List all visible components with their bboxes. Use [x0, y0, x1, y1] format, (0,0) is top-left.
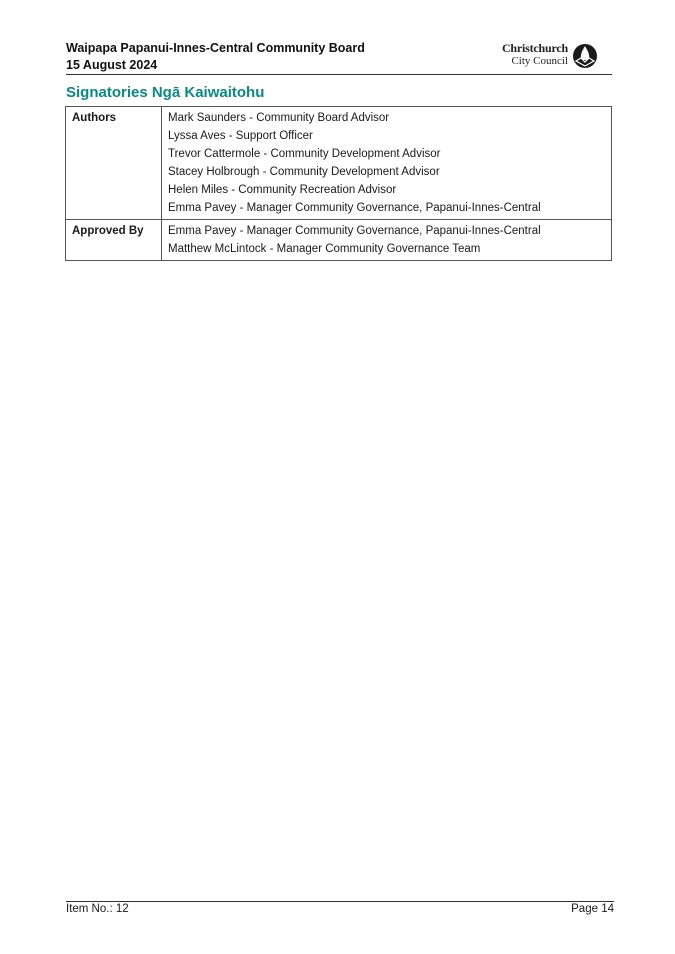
list-item: Emma Pavey - Manager Community Governance, Papanui-Innes-Central — [168, 225, 541, 237]
item-number: Item No.: 12 — [66, 903, 129, 915]
list-item: Lyssa Aves - Support Officer — [168, 130, 313, 142]
logo-line-2: City Council — [511, 55, 568, 67]
list-item: Emma Pavey - Manager Community Governance, Papanui-Innes-Central — [168, 202, 541, 214]
approved-cell — [162, 220, 612, 261]
list-item: Matthew McLintock - Manager Community Governance Team — [168, 243, 481, 255]
logo-line-1: Christchurch — [501, 41, 568, 55]
christchurch-city-council-logo-icon — [572, 43, 598, 69]
list-item: Stacey Holbrough - Community Development Advisor — [168, 166, 440, 178]
authors-label-cell — [66, 107, 162, 220]
section-title: Signatories Ngā Kaiwaitohu — [66, 84, 265, 101]
table-row-approved-by — [66, 220, 612, 261]
approved-label-cell — [66, 220, 162, 261]
authors-label: Authors — [72, 112, 117, 124]
meeting-date: 15 August 2024 — [66, 58, 158, 72]
table-row-authors — [66, 107, 612, 220]
page-header — [66, 40, 612, 75]
page-number: Page 14 — [571, 903, 614, 915]
approved-label: Approved By — [72, 225, 144, 237]
signatories-table — [65, 106, 612, 261]
council-logo — [498, 42, 598, 68]
page-footer — [66, 901, 614, 915]
authors-cell — [162, 107, 612, 220]
board-name: Waipapa Papanui-Innes-Central Community Board — [66, 41, 365, 55]
list-item: Helen Miles - Community Recreation Advisor — [168, 184, 397, 196]
list-item: Mark Saunders - Community Board Advisor — [168, 112, 390, 124]
list-item: Trevor Cattermole - Community Development Advisor — [168, 148, 441, 160]
